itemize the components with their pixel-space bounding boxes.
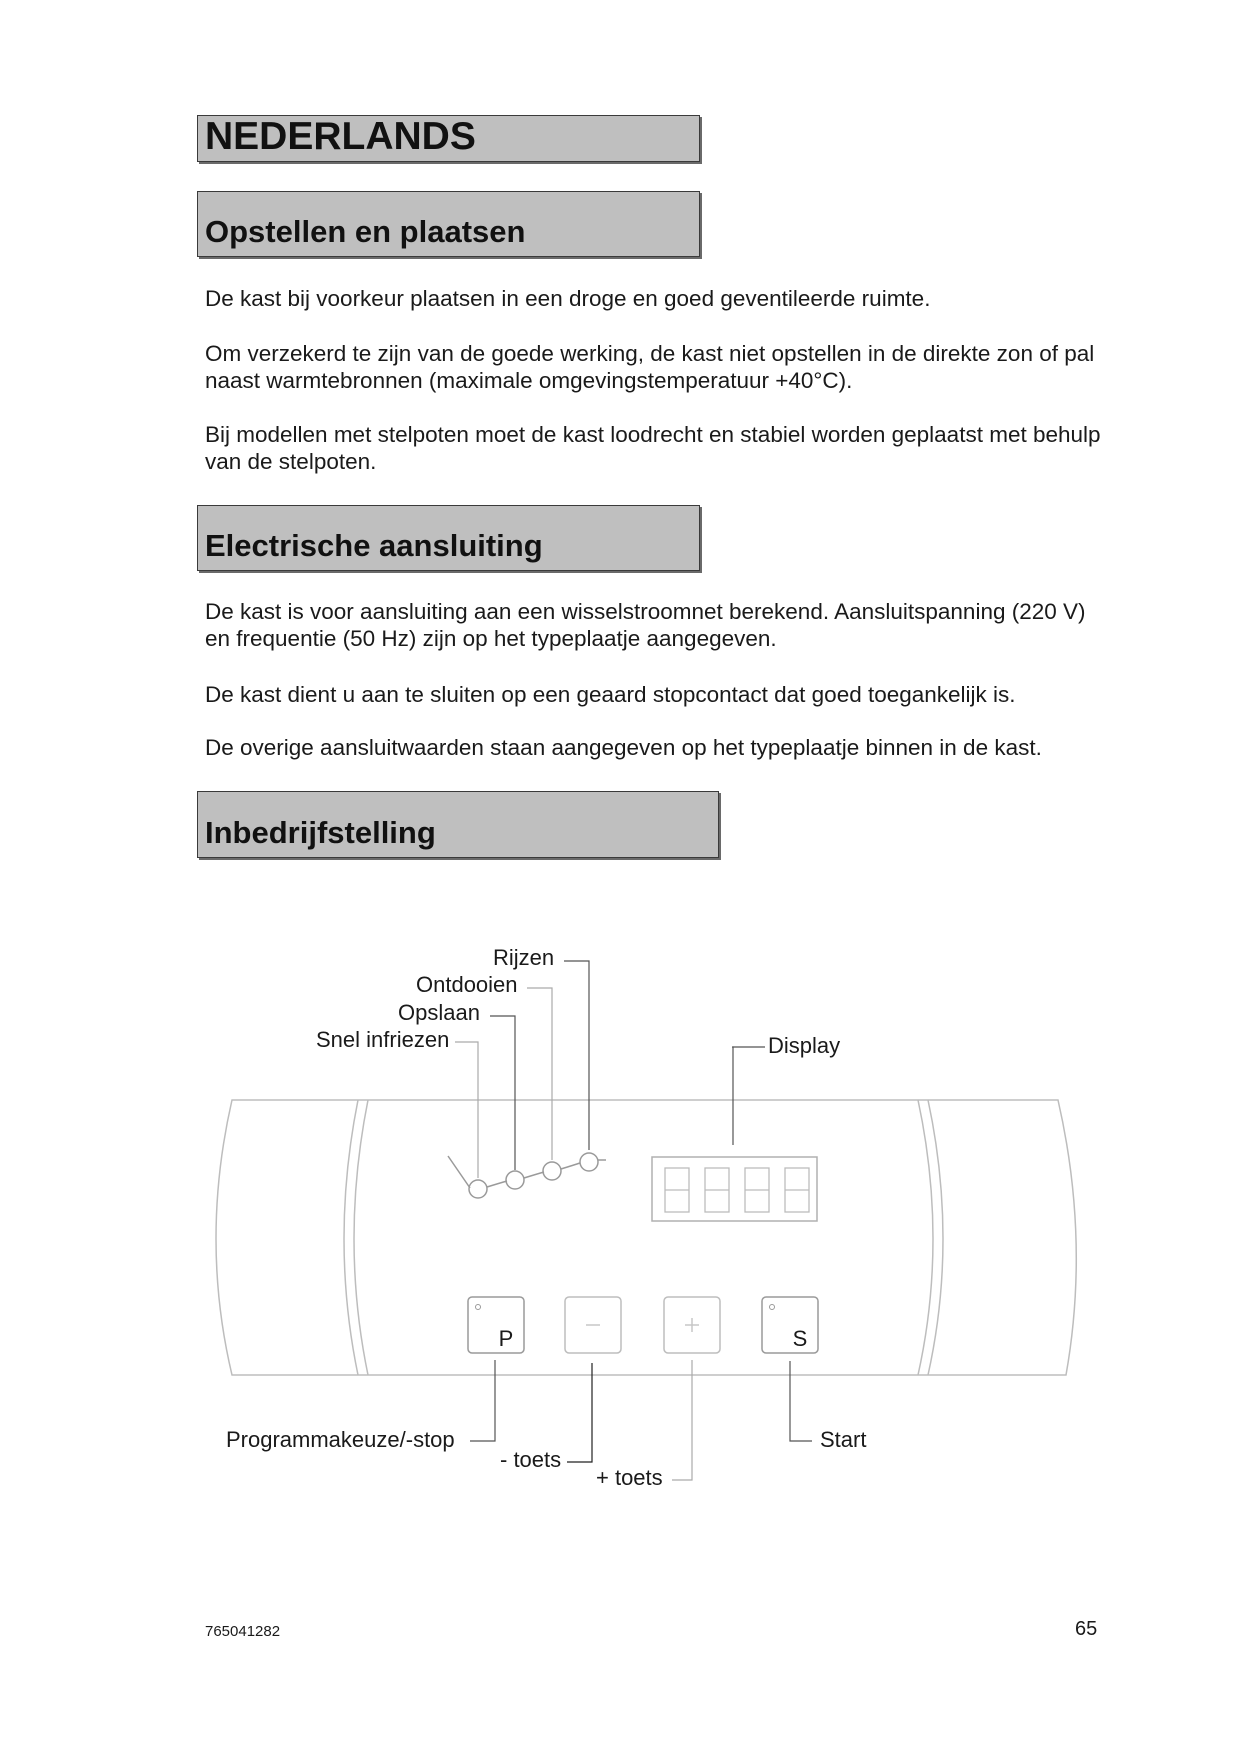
led-ontdooien-icon <box>543 1162 561 1180</box>
button-minus[interactable] <box>565 1297 621 1353</box>
leader-display <box>732 1047 733 1145</box>
paragraph: De kast is voor aansluiting aan een wisselstroomnet berekend. Aansluitspanning (220 V) en frequentie (50 Hz) zijn op het typeplaatje aangegeven. <box>205 599 1086 651</box>
button-p[interactable] <box>468 1297 524 1353</box>
display-digits <box>665 1168 809 1212</box>
led-opslaan-icon <box>506 1171 524 1189</box>
language-header-text: NEDERLANDS <box>205 115 476 158</box>
label-rijzen: Rijzen <box>493 945 555 970</box>
button-plus[interactable] <box>664 1297 720 1353</box>
leader-min-toets <box>567 1363 592 1462</box>
label-snel-infriezen: Snel infriezen <box>316 1027 450 1052</box>
leader-programmakeuze <box>470 1360 495 1441</box>
paragraph: De kast bij voorkeur plaatsen in een droge en goed geventileerde ruimte. <box>205 286 931 311</box>
leader-snel-infriezen <box>455 1042 478 1178</box>
leader-start <box>790 1361 812 1441</box>
paragraph: Om verzekerd te zijn van de goede werking, de kast niet opstellen in de direkte zon of pal naast warmtebronnen (maximale omgevingstemperatuur +40°C). <box>205 341 1095 393</box>
button-s[interactable] <box>762 1297 818 1353</box>
leader-ontdooien <box>527 988 552 1160</box>
label-min-toets: - toets <box>500 1447 562 1472</box>
led-rijzen-icon <box>580 1153 598 1171</box>
led-snel-infriezen-icon <box>469 1180 487 1198</box>
label-ontdooien: Ontdooien <box>416 972 518 997</box>
panel-right-curve-outer <box>918 1100 933 1375</box>
panel-right-curve-inner <box>928 1100 943 1375</box>
leader-rijzen <box>564 961 589 1150</box>
leader-opslaan <box>490 1016 515 1170</box>
panel-left-curve-inner <box>354 1100 368 1375</box>
paragraph: De overige aansluitwaarden staan aangegeven op het typeplaatje binnen in de kast. <box>205 735 1042 760</box>
panel-outline <box>216 1100 1076 1375</box>
led-chain-lead <box>448 1156 470 1188</box>
button-p-label: P <box>498 1326 514 1351</box>
label-display: Display <box>768 1033 841 1058</box>
section-heading-text: Electrische aansluiting <box>205 528 543 563</box>
label-start: Start <box>820 1427 867 1452</box>
label-plus-toets: + toets <box>596 1465 663 1490</box>
label-opslaan: Opslaan <box>398 1000 480 1025</box>
button-s-label: S <box>792 1326 808 1351</box>
leader-plus-toets <box>672 1360 692 1480</box>
section-heading-text: Opstellen en plaatsen <box>205 214 526 249</box>
page-number: 65 <box>1075 1618 1098 1640</box>
panel-left-curve-outer <box>344 1100 358 1375</box>
label-programmakeuze: Programmakeuze/-stop <box>226 1427 455 1452</box>
paragraph: Bij modellen met stelpoten moet de kast loodrecht en stabiel worden geplaatst met behulp van de stelpoten. <box>205 422 1101 474</box>
section-heading-text: Inbedrijfstelling <box>205 815 436 850</box>
paragraph: De kast dient u aan te sluiten op een geaard stopcontact dat goed toegankelijk is. <box>205 682 1016 707</box>
document-number: 765041282 <box>205 1623 281 1640</box>
